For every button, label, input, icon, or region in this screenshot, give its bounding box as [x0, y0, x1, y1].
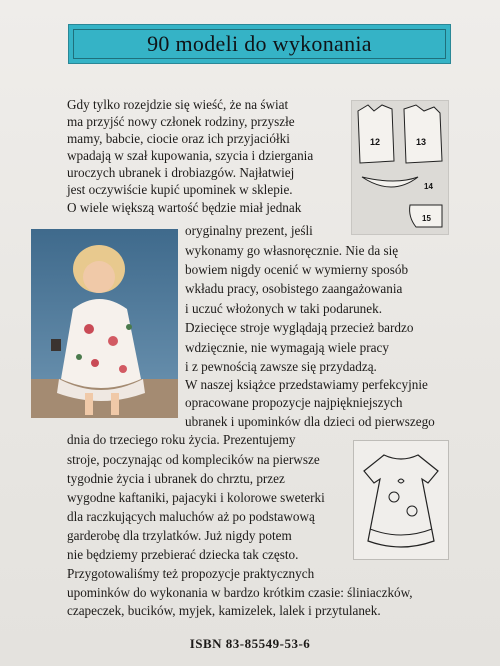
text-line: upominków do wykonania w bardzo krótkim czasie: śliniaczków, [67, 585, 413, 600]
text-line: tygodnie życia i ubranek do chrztu, przez [67, 471, 285, 486]
isbn-number: ISBN 83-85549-53-6 [189, 636, 311, 651]
text-line: dnia do trzeciego roku życia. Prezentujemy [67, 432, 296, 447]
dress-drawing-illustration [353, 440, 449, 560]
text-line: stroje, poczynając od komplecików na pierwsze [67, 452, 320, 467]
text-line: i uczuć włożonych w taki podarunek. [185, 301, 383, 316]
child-photo-svg [31, 229, 178, 418]
text-line: opracowane propozycje najpiękniejszych [185, 395, 403, 410]
text-line: wpadają w szał kupowania, szycia i dziergania [67, 148, 314, 163]
text-line: czapeczek, bucików, myjek, kamizelek, lalek i przytulanek. [67, 603, 381, 618]
text-line: wykonamy go własnoręcznie. Nie da się [185, 243, 399, 258]
text-line: wkładu pracy, osobistego zaangażowania [185, 281, 403, 296]
pattern-label-12: 12 [370, 137, 381, 147]
text-line: uroczych ubranek i drobiazgów. Najłatwiej [67, 165, 295, 180]
title-banner [68, 24, 451, 64]
text-line: oryginalny prezent, jeśli [185, 223, 313, 238]
text-line: mamy, babcie, ciocie oraz ich przyjaciółki [67, 131, 290, 146]
pattern-label-15: 15 [422, 214, 431, 223]
text-line: ma przyjść nowy członek rodziny, przyszłe [67, 114, 295, 129]
text-line: W naszej książce przedstawiamy perfekcyjnie [185, 377, 428, 392]
pattern-pieces-svg [352, 101, 448, 234]
text-line: wygodne kaftaniki, pajacyki i kolorowe sweterki [67, 490, 325, 505]
text-line: ubranek i upominków dla dzieci od pierwszego [185, 414, 435, 429]
text-line: Przygotowaliśmy też propozycje praktycznych [67, 566, 315, 581]
text-line: i z pewnością zawsze się przydadzą. [185, 359, 377, 374]
text-line: garderobę dla trzylatków. Już nigdy potem [67, 528, 292, 543]
text-line: dla raczkujących maluchów aż po podstawową [67, 509, 315, 524]
book-title: 90 modeli do wykonania [73, 29, 446, 59]
dress-drawing-svg [354, 441, 448, 559]
pattern-label-14: 14 [424, 182, 433, 191]
text-line: Dziecięce stroje wyglądają przecież bardzo [185, 320, 414, 335]
text-line: wdzięcznie, nie wymagają wiele pracy [185, 340, 389, 355]
pattern-pieces-illustration [351, 100, 449, 235]
text-line: O wiele większą wartość będzie miał jednak [67, 200, 302, 215]
text-line: jest oczywiście kupić upominek w sklepie. [67, 182, 293, 197]
pattern-label-13: 13 [416, 137, 427, 147]
text-line: Gdy tylko rozejdzie się wieść, że na świat [67, 97, 289, 112]
text-line: nie będziemy przebierać dziecka tak często. [67, 547, 299, 562]
text-line: bowiem nigdy ocenić w wymierny sposób [185, 262, 409, 277]
child-photo [31, 229, 178, 418]
